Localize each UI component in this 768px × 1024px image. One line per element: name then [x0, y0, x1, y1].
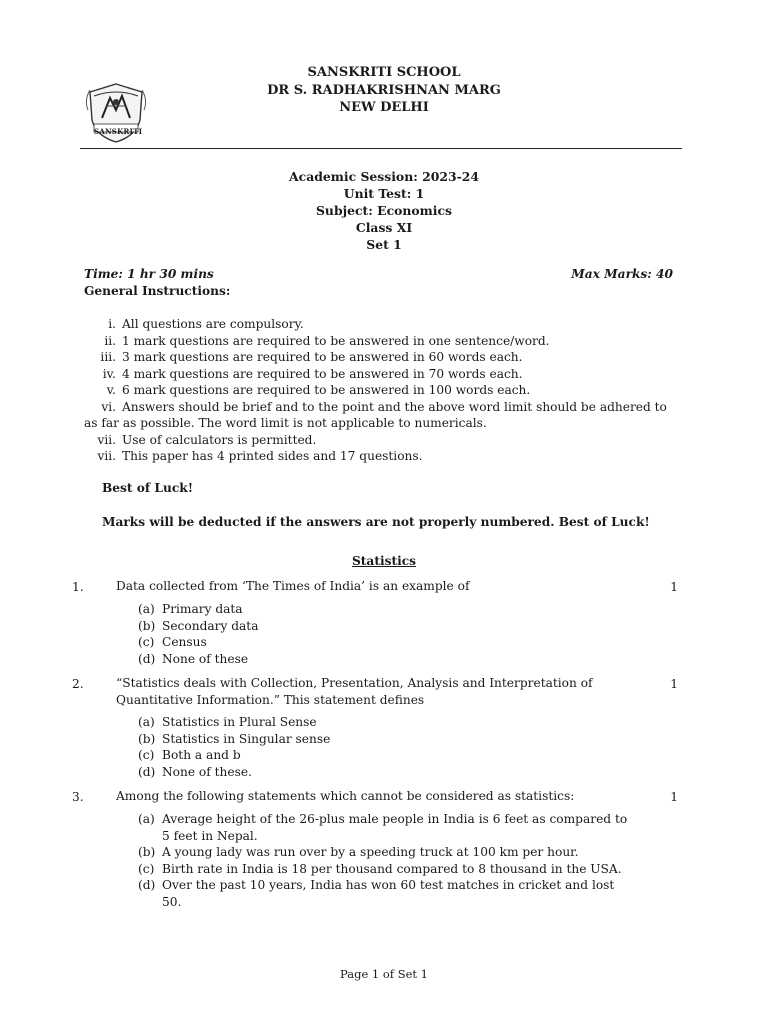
class: Class XI — [355, 220, 413, 235]
header-divider — [80, 148, 682, 149]
question-number: 3. — [72, 790, 84, 804]
question-number: 2. — [72, 677, 84, 691]
instruction-number: vi. — [101, 399, 116, 414]
instruction-item — [84, 333, 684, 350]
instruction-text: 1 mark questions are required to be answered in one sentence/word. — [122, 333, 550, 348]
option — [138, 811, 628, 844]
instruction-text: 4 mark questions are required to be answered in 70 words each. — [122, 366, 523, 381]
option — [138, 634, 658, 651]
option — [138, 618, 658, 635]
school-city: NEW DELHI — [339, 100, 429, 115]
page-footer: Page 1 of Set 1 — [340, 967, 428, 981]
options-list — [138, 811, 628, 910]
option-label: (c) — [138, 635, 155, 649]
option-text: None of these. — [162, 764, 252, 779]
school-header — [0, 64, 768, 117]
option-text: None of these — [162, 651, 249, 666]
instruction-number: v. — [106, 383, 116, 397]
option — [138, 764, 658, 781]
option-text: Census — [162, 635, 207, 649]
instruction-number: vii. — [97, 449, 116, 463]
time-allowed: Time: 1 hr 30 mins — [84, 267, 214, 281]
question-marks: 1 — [670, 677, 678, 691]
option-text: Secondary data — [162, 618, 259, 633]
option-text: Both a and b — [162, 748, 241, 762]
question-marks: 1 — [670, 790, 678, 804]
option-text: Statistics in Plural Sense — [162, 715, 317, 729]
instruction-text: This paper has 4 printed sides and 17 questions. — [122, 449, 423, 463]
option — [138, 601, 658, 618]
instruction-item — [84, 349, 684, 366]
option-text: Statistics in Singular sense — [162, 731, 331, 746]
option-label: (a) — [138, 715, 155, 729]
option — [138, 651, 658, 668]
option-label: (b) — [138, 618, 156, 633]
set: Set 1 — [366, 237, 402, 252]
option-text: Average height of the 26-plus male people in India is 6 feet as compared to 5 feet in Nepal. — [162, 812, 628, 843]
option — [138, 844, 628, 861]
instruction-number: vii. — [97, 432, 116, 447]
instruction-text: Use of calculators is permitted. — [122, 432, 317, 447]
instruction-item — [84, 448, 684, 465]
instruction-item — [84, 366, 684, 383]
option-label: (b) — [138, 731, 156, 746]
question-text: Data collected from ‘The Times of India’ is an example of — [116, 579, 470, 593]
instruction-text: Answers should be brief and to the point and the above word limit should be adhered to as far as possible. The word limit is not applicable to numericals. — [84, 399, 667, 430]
best-of-luck: Best of Luck! — [102, 481, 194, 495]
question-number: 1. — [72, 580, 84, 594]
option-label: (b) — [138, 845, 156, 859]
question-2 — [72, 676, 682, 786]
instruction-item — [84, 382, 684, 399]
question-3 — [72, 789, 682, 909]
option — [138, 714, 658, 731]
instructions-title: General Instructions: — [84, 284, 231, 298]
instruction-number: iv. — [102, 366, 116, 381]
option — [138, 861, 628, 878]
option-text: A young lady was run over by a speeding truck at 100 km per hour. — [162, 845, 579, 859]
option-label: (d) — [138, 764, 156, 779]
logo-wordmark: SANSKRITI — [94, 127, 143, 136]
instruction-text: 3 mark questions are required to be answered in 60 words each. — [122, 350, 523, 364]
instruction-number: iii. — [100, 350, 116, 364]
option-label: (a) — [138, 812, 155, 826]
option-label: (a) — [138, 602, 155, 616]
option-label: (d) — [138, 651, 156, 666]
option — [138, 747, 658, 764]
question-1 — [72, 579, 682, 669]
question-text: “Statistics deals with Collection, Presentation, Analysis and Interpretation of Quantitative Information.” This statement defines — [116, 676, 593, 707]
instruction-number: i. — [108, 317, 116, 331]
option-text: Primary data — [162, 602, 243, 616]
option — [138, 731, 658, 748]
numbering-note: Marks will be deducted if the answers are not properly numbered. Best of Luck! — [102, 515, 650, 529]
subject: Subject: Economics — [315, 203, 452, 218]
option-label: (c) — [138, 748, 155, 762]
unit-test: Unit Test: 1 — [343, 186, 425, 201]
option — [138, 877, 628, 910]
school-name: SANSKRITI SCHOOL — [307, 65, 461, 80]
option-text: Over the past 10 years, India has won 60 test matches in cricket and lost 50. — [162, 878, 615, 909]
exam-info — [0, 168, 768, 253]
academic-session: Academic Session: 2023-24 — [289, 169, 479, 184]
instruction-text: All questions are compulsory. — [122, 317, 304, 331]
options-list — [138, 601, 658, 667]
instruction-item — [84, 399, 684, 432]
instructions-list — [84, 316, 684, 465]
section-title: Statistics — [352, 554, 416, 568]
option-text: Birth rate in India is 18 per thousand compared to 8 thousand in the USA. — [162, 861, 622, 876]
max-marks: Max Marks: 40 — [571, 267, 673, 281]
instruction-number: ii. — [104, 333, 116, 348]
option-label: (d) — [138, 878, 156, 892]
school-address-line: DR S. RADHAKRISHNAN MARG — [267, 82, 501, 98]
question-marks: 1 — [670, 580, 678, 594]
question-text: Among the following statements which cannot be considered as statistics: — [116, 789, 575, 803]
options-list — [138, 714, 658, 780]
instruction-item — [84, 316, 684, 333]
instruction-text: 6 mark questions are required to be answered in 100 words each. — [122, 383, 531, 397]
option-label: (c) — [138, 861, 155, 876]
instruction-item — [84, 432, 684, 449]
